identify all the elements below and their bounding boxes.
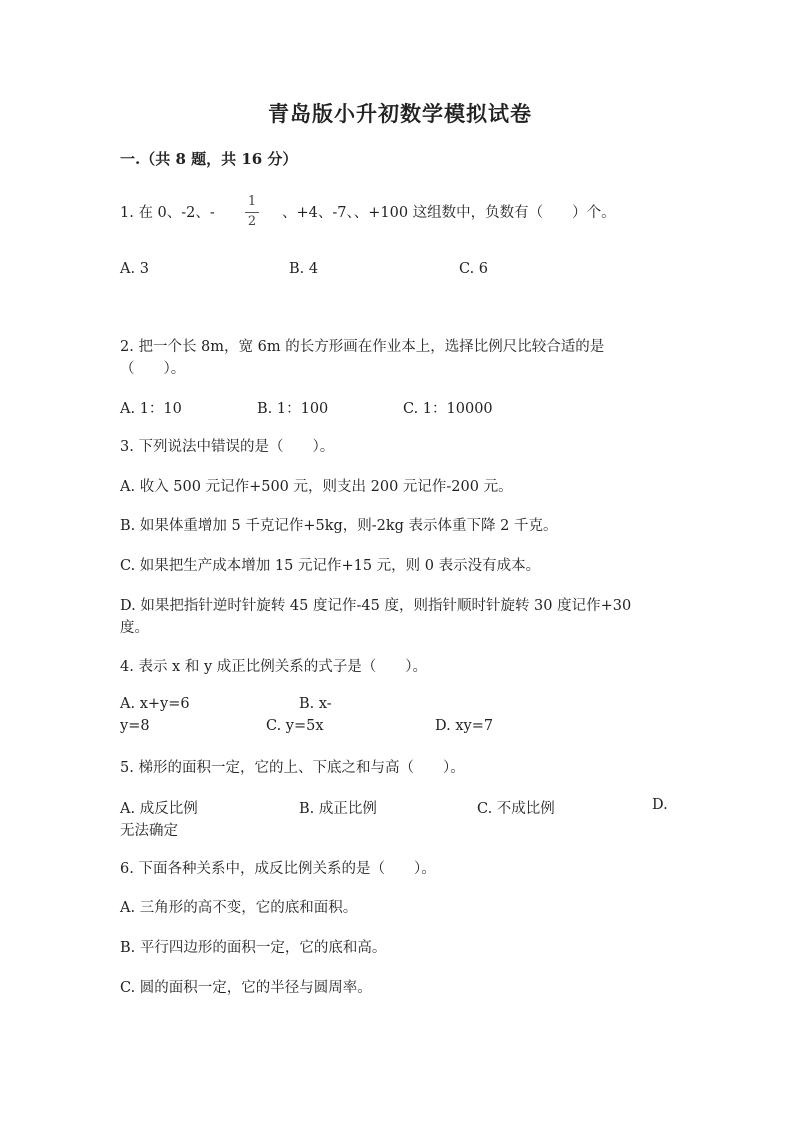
section-heading: 一.（共 8 题，共 16 分）: [120, 150, 298, 168]
q5-option-a: A. 成反比例: [120, 801, 198, 817]
q3-option-d-line2: 度。: [120, 620, 149, 636]
q2-option-a: A. 1：10: [120, 401, 182, 417]
q2-stem-line1: 2. 把一个长 8m，宽 6m 的长方形画在作业本上，选择比例尺比较合适的是: [120, 339, 605, 355]
q5-option-c: C. 不成比例: [477, 801, 555, 817]
q1-option-a: A. 3: [120, 261, 149, 277]
q2-option-b: B. 1：100: [257, 401, 329, 417]
q3-option-a: A. 收入 500 元记作+500 元，则支出 200 元记作-200 元。: [120, 479, 513, 495]
q4-option-a: A. x+y=6: [120, 696, 190, 712]
q5-option-d-label: D.: [652, 797, 668, 813]
q5-option-b: B. 成正比例: [299, 801, 377, 817]
q1-prefix: 1. 在 0、-2、-: [120, 205, 215, 221]
q6-option-c: C. 圆的面积一定，它的半径与圆周率。: [120, 980, 372, 996]
q1-fraction-denominator: 2: [247, 214, 257, 229]
q1-fraction-bar: [245, 212, 259, 213]
q1-fraction-numerator: 1: [247, 194, 257, 209]
q3-option-b: B. 如果体重增加 5 千克记作+5kg，则-2kg 表示体重下降 2 千克。: [120, 518, 558, 534]
q6-option-a: A. 三角形的高不变，它的底和面积。: [120, 900, 358, 916]
q3-option-c: C. 如果把生产成本增加 15 元记作+15 元，则 0 表示没有成本。: [120, 558, 541, 574]
q2-stem-line2: （ ）。: [120, 361, 186, 377]
q3-stem: 3. 下列说法中错误的是（ ）。: [120, 439, 335, 455]
q4-option-c: C. y=5x: [266, 718, 324, 734]
q2-option-c: C. 1：10000: [403, 401, 493, 417]
q4-option-b-part2: y=8: [120, 718, 150, 734]
q4-stem: 4. 表示 x 和 y 成正比例关系的式子是（ ）。: [120, 659, 427, 675]
q1-suffix: 、+4、-7、、+100 这组数中，负数有（ ）个。: [282, 205, 616, 221]
q4-option-d: D. xy=7: [435, 718, 494, 734]
q5-option-d-text: 无法确定: [120, 823, 178, 839]
q3-option-d-line1: D. 如果把指针逆时针旋转 45 度记作-45 度，则指针顺时针旋转 30 度记作+30: [120, 598, 632, 614]
page-title: 青岛版小升初数学模拟试卷: [268, 101, 532, 126]
q1-option-c: C. 6: [459, 261, 489, 277]
q4-option-b-part1: B. x-: [299, 696, 332, 712]
q1-option-b: B. 4: [289, 261, 319, 277]
q6-stem: 6. 下面各种关系中，成反比例关系的是（ ）。: [120, 861, 436, 877]
q6-option-b: B. 平行四边形的面积一定，它的底和高。: [120, 940, 387, 956]
q5-stem: 5. 梯形的面积一定，它的上、下底之和与高（ ）。: [120, 760, 465, 776]
